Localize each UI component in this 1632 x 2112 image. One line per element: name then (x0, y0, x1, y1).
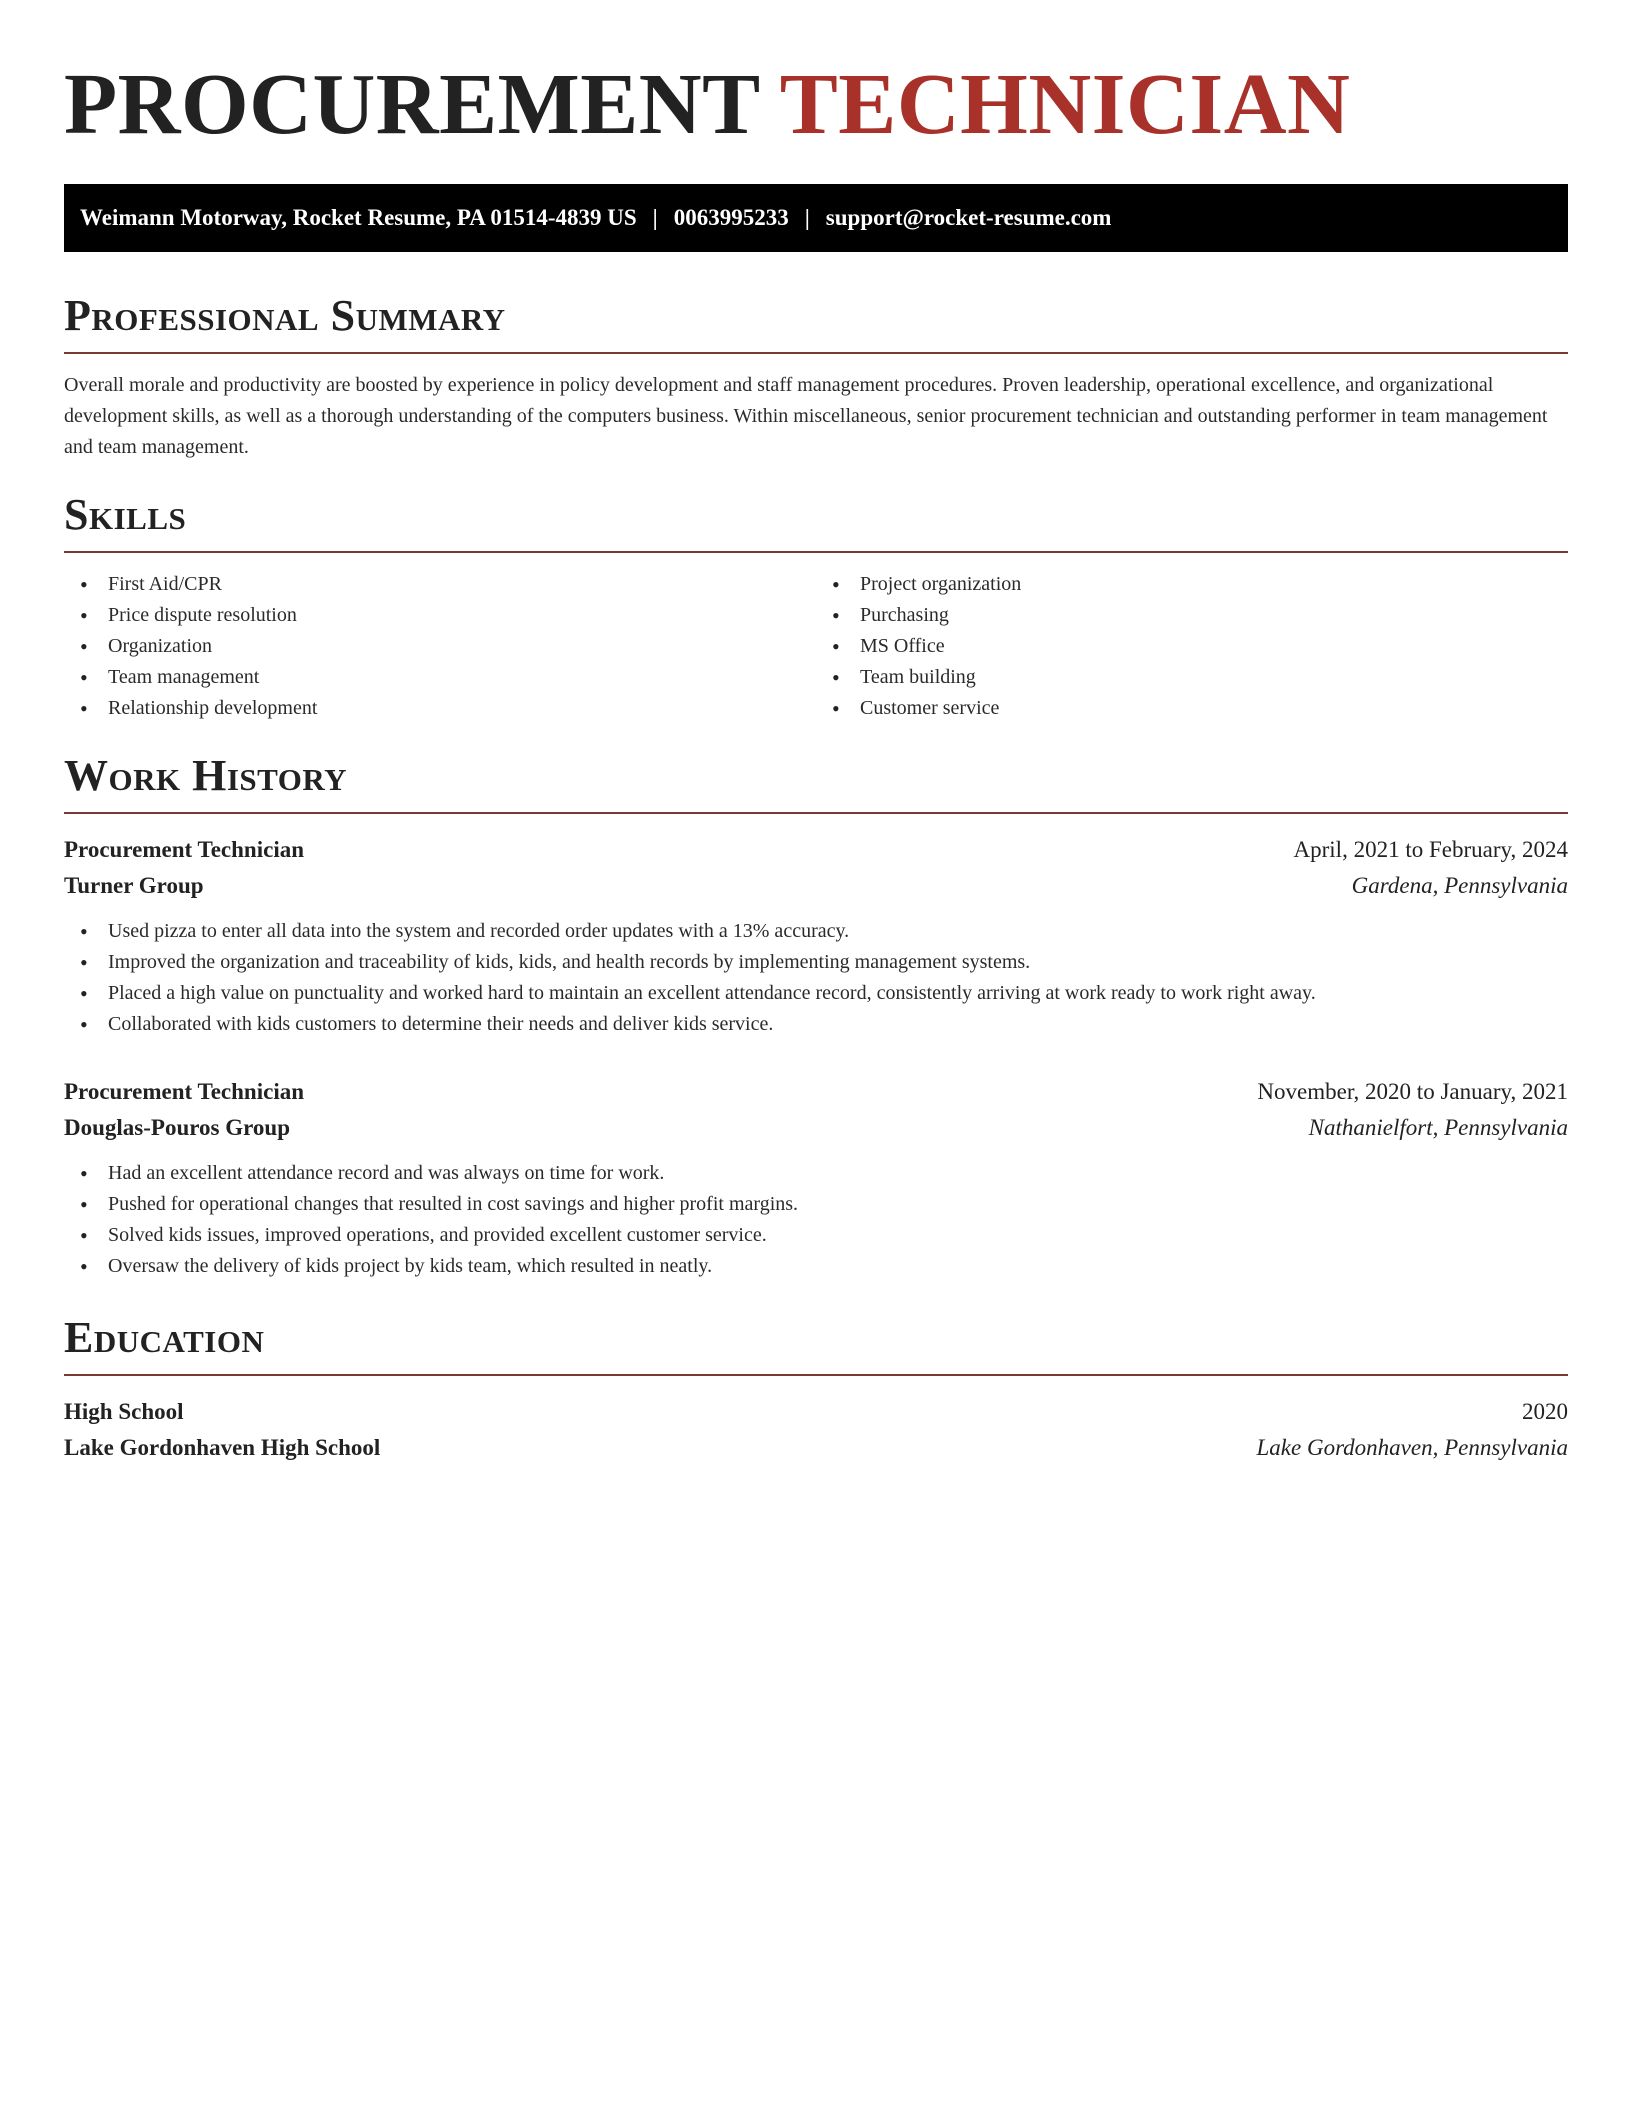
job-dates: November, 2020 to January, 2021 (1257, 1079, 1568, 1104)
job-entry (64, 1074, 1568, 1282)
skill-item: • Team building (832, 662, 1568, 693)
skills-heading: Skills (64, 490, 187, 539)
skills-column-right (816, 569, 1568, 724)
job-location: Gardena, Pennsylvania (1351, 873, 1568, 898)
job-duties (64, 1158, 1568, 1282)
duty-item: • Improved the organization and traceability of kids, kids, and health records by implementing management systems. (80, 947, 1568, 978)
education-school-row (64, 1430, 1568, 1466)
skills-column-left (64, 569, 816, 724)
education-heading: Education (64, 1313, 265, 1362)
skill-item: • MS Office (832, 631, 1568, 662)
duty-item: • Placed a high value on punctuality and worked hard to maintain an excellent attendance record, consistently arriving at work ready to work right away. (80, 978, 1568, 1009)
work-history-heading: Work History (64, 751, 348, 800)
section-divider (64, 551, 1568, 553)
resume-name (64, 0, 1568, 150)
skill-item: • Customer service (832, 693, 1568, 724)
duty-item: • Solved kids issues, improved operations, and provided excellent customer service. (80, 1220, 1568, 1251)
job-header-row (64, 1074, 1568, 1110)
duty-item: • Used pizza to enter all data into the system and recorded order updates with a 13% accuracy. (80, 916, 1568, 947)
summary-text: Overall morale and productivity are boosted by experience in policy development and staff management procedures. Proven leadership, operational excellence, and organizational development skills, as well as a thorough understanding of the computers business. Within miscellaneous, senior procurement technician and outstanding performer in team management and team management. (64, 374, 1548, 458)
summary-section (64, 290, 1568, 463)
name-first: PROCUREMENT (64, 55, 760, 152)
section-divider (64, 812, 1568, 814)
education-year: 2020 (1522, 1399, 1568, 1424)
job-company: Turner Group (64, 873, 204, 898)
contact-separator: | (804, 205, 810, 230)
section-divider (64, 352, 1568, 354)
job-company-row (64, 1110, 1568, 1146)
skills-section (64, 489, 1568, 724)
skills-grid (64, 569, 1568, 724)
skill-item: • Price dispute resolution (80, 600, 816, 631)
skill-item: • Team management (80, 662, 816, 693)
education-entry (64, 1394, 1568, 1466)
contact-bar (64, 184, 1568, 252)
job-location: Nathanielfort, Pennsylvania (1308, 1115, 1568, 1140)
summary-heading: Professional Summary (64, 291, 506, 340)
section-divider (64, 1374, 1568, 1376)
contact-separator: | (652, 205, 658, 230)
education-degree: High School (64, 1399, 184, 1424)
education-header-row (64, 1394, 1568, 1430)
skill-item: • Project organization (832, 569, 1568, 600)
education-school: Lake Gordonhaven High School (64, 1435, 381, 1460)
education-section (64, 1312, 1568, 1466)
duty-item: • Collaborated with kids customers to determine their needs and deliver kids service. (80, 1009, 1568, 1040)
job-entry (64, 832, 1568, 1040)
skill-item: • Relationship development (80, 693, 816, 724)
name-last: TECHNICIAN (779, 55, 1351, 152)
job-company-row (64, 868, 1568, 904)
job-header-row (64, 832, 1568, 868)
duty-item: • Oversaw the delivery of kids project by kids team, which resulted in neatly. (80, 1251, 1568, 1282)
work-history-section (64, 750, 1568, 1282)
contact-address: Weimann Motorway, Rocket Resume, PA 01514-4839 US (80, 205, 637, 230)
job-company: Douglas-Pouros Group (64, 1115, 291, 1140)
skill-item: • Organization (80, 631, 816, 662)
job-role: Procurement Technician (64, 1079, 305, 1104)
duty-item: • Had an excellent attendance record and was always on time for work. (80, 1158, 1568, 1189)
job-dates: April, 2021 to February, 2024 (1293, 837, 1568, 862)
education-location: Lake Gordonhaven, Pennsylvania (1256, 1435, 1568, 1460)
skill-item: • Purchasing (832, 600, 1568, 631)
duty-item: • Pushed for operational changes that resulted in cost savings and higher profit margins. (80, 1189, 1568, 1220)
job-role: Procurement Technician (64, 837, 305, 862)
contact-email[interactable]: support@rocket-resume.com (825, 205, 1112, 230)
contact-phone[interactable]: 0063995233 (673, 205, 789, 230)
skill-item: • First Aid/CPR (80, 569, 816, 600)
job-duties (64, 916, 1568, 1040)
